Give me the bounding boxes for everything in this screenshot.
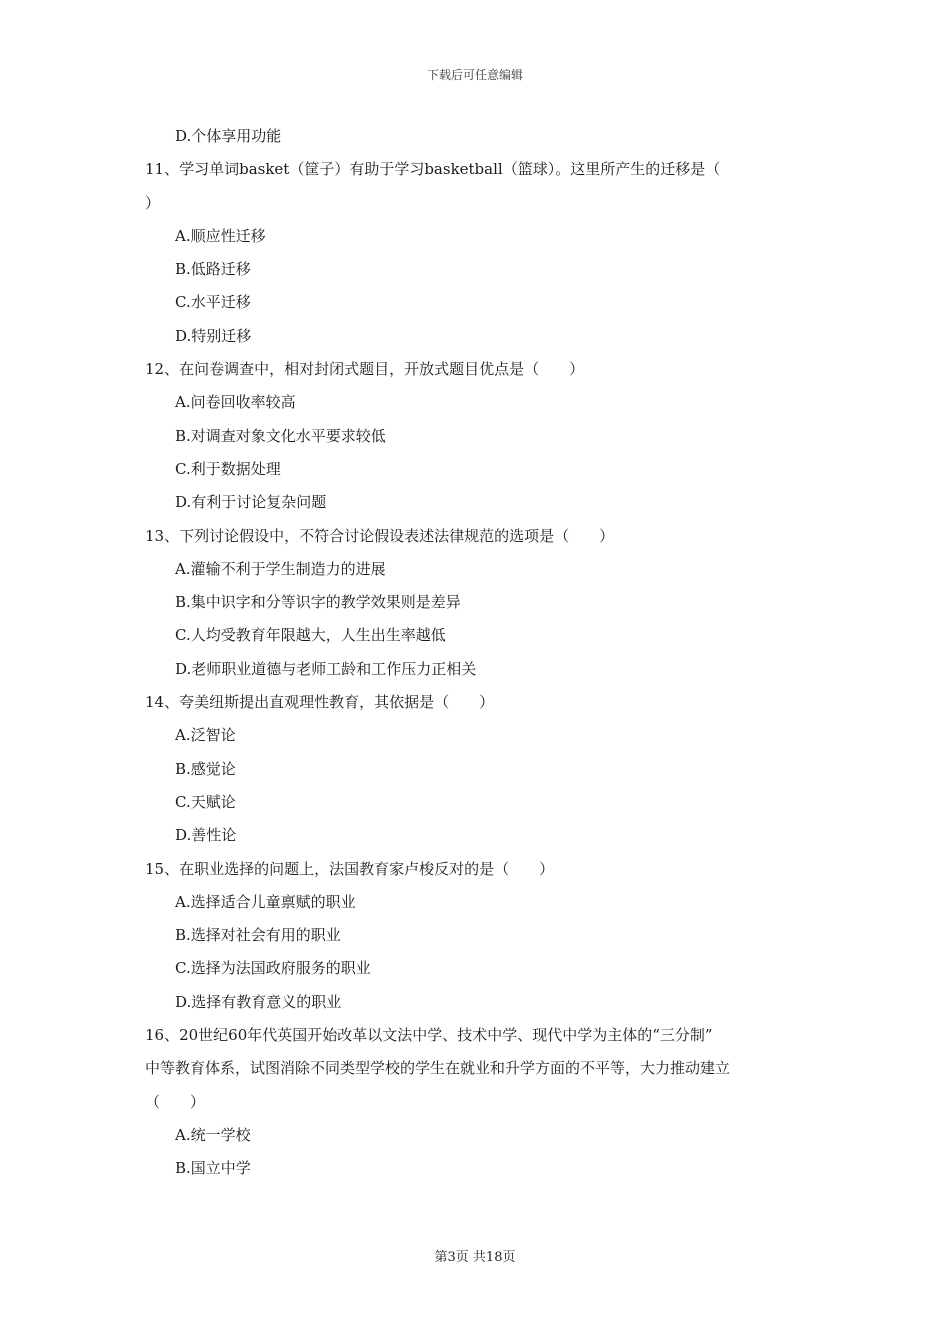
page-header: 下载后可任意编辑: [426, 68, 523, 82]
answer-option: B.国立中学: [175, 1159, 251, 1178]
answer-option: A.顺应性迁移: [175, 226, 266, 245]
answer-option: B.对调查对象文化水平要求较低: [175, 426, 386, 445]
answer-option: A.选择适合儿童禀赋的职业: [175, 892, 356, 911]
question-text: 14、夸美纽斯提出直观理性教育，其依据是（ ）: [145, 693, 495, 712]
answer-option: A.灌输不利于学生制造力的进展: [175, 559, 386, 578]
answer-option: C.利于数据处理: [175, 459, 281, 478]
answer-option: D.善性论: [175, 826, 237, 845]
answer-option: D.有利于讨论复杂问题: [175, 493, 327, 512]
answer-option: B.选择对社会有用的职业: [175, 926, 341, 945]
question-text: 15、在职业选择的问题上，法国教育家卢梭反对的是（ ）: [145, 859, 555, 878]
document-body: [145, 120, 810, 1186]
question-text: ）: [145, 193, 161, 212]
answer-option: A.问卷回收率较高: [175, 393, 296, 412]
answer-option: C.选择为法国政府服务的职业: [175, 959, 371, 978]
question-text: 12、在问卷调查中，相对封闭式题目，开放式题目优点是（ ）: [145, 360, 585, 379]
question-text: 11、学习单词basket（筐子）有助于学习basketball（篮球）。这里所产生的迁移是（: [145, 160, 721, 179]
answer-option: D.老师职业道德与老师工龄和工作压力正相关: [175, 659, 477, 678]
answer-option: B.低路迁移: [175, 260, 251, 279]
page-footer: 第3页 共18页: [434, 1250, 516, 1265]
answer-option: C.天赋论: [175, 792, 236, 811]
answer-option: C.水平迁移: [175, 293, 251, 312]
answer-option: A.统一学校: [175, 1125, 251, 1144]
question-text: 中等教育体系，试图消除不同类型学校的学生在就业和升学方面的不平等，大力推动建立: [145, 1059, 731, 1078]
answer-option: B.感觉论: [175, 759, 236, 778]
answer-option: D.选择有教育意义的职业: [175, 992, 342, 1011]
answer-option: D.特别迁移: [175, 326, 252, 345]
question-text: 13、下列讨论假设中，不符合讨论假设表述法律规范的选项是（ ）: [145, 526, 615, 545]
question-text: 16、20世纪60年代英国开始改革以文法中学、技术中学、现代中学为主体的“三分制”: [145, 1026, 713, 1045]
question-text: （ ）: [145, 1092, 206, 1111]
answer-option: D.个体享用功能: [175, 127, 282, 145]
answer-option: A.泛智论: [175, 726, 236, 745]
answer-option: C.人均受教育年限越大，人生出生率越低: [175, 626, 446, 645]
answer-option: B.集中识字和分等识字的教学效果则是差异: [175, 593, 461, 612]
